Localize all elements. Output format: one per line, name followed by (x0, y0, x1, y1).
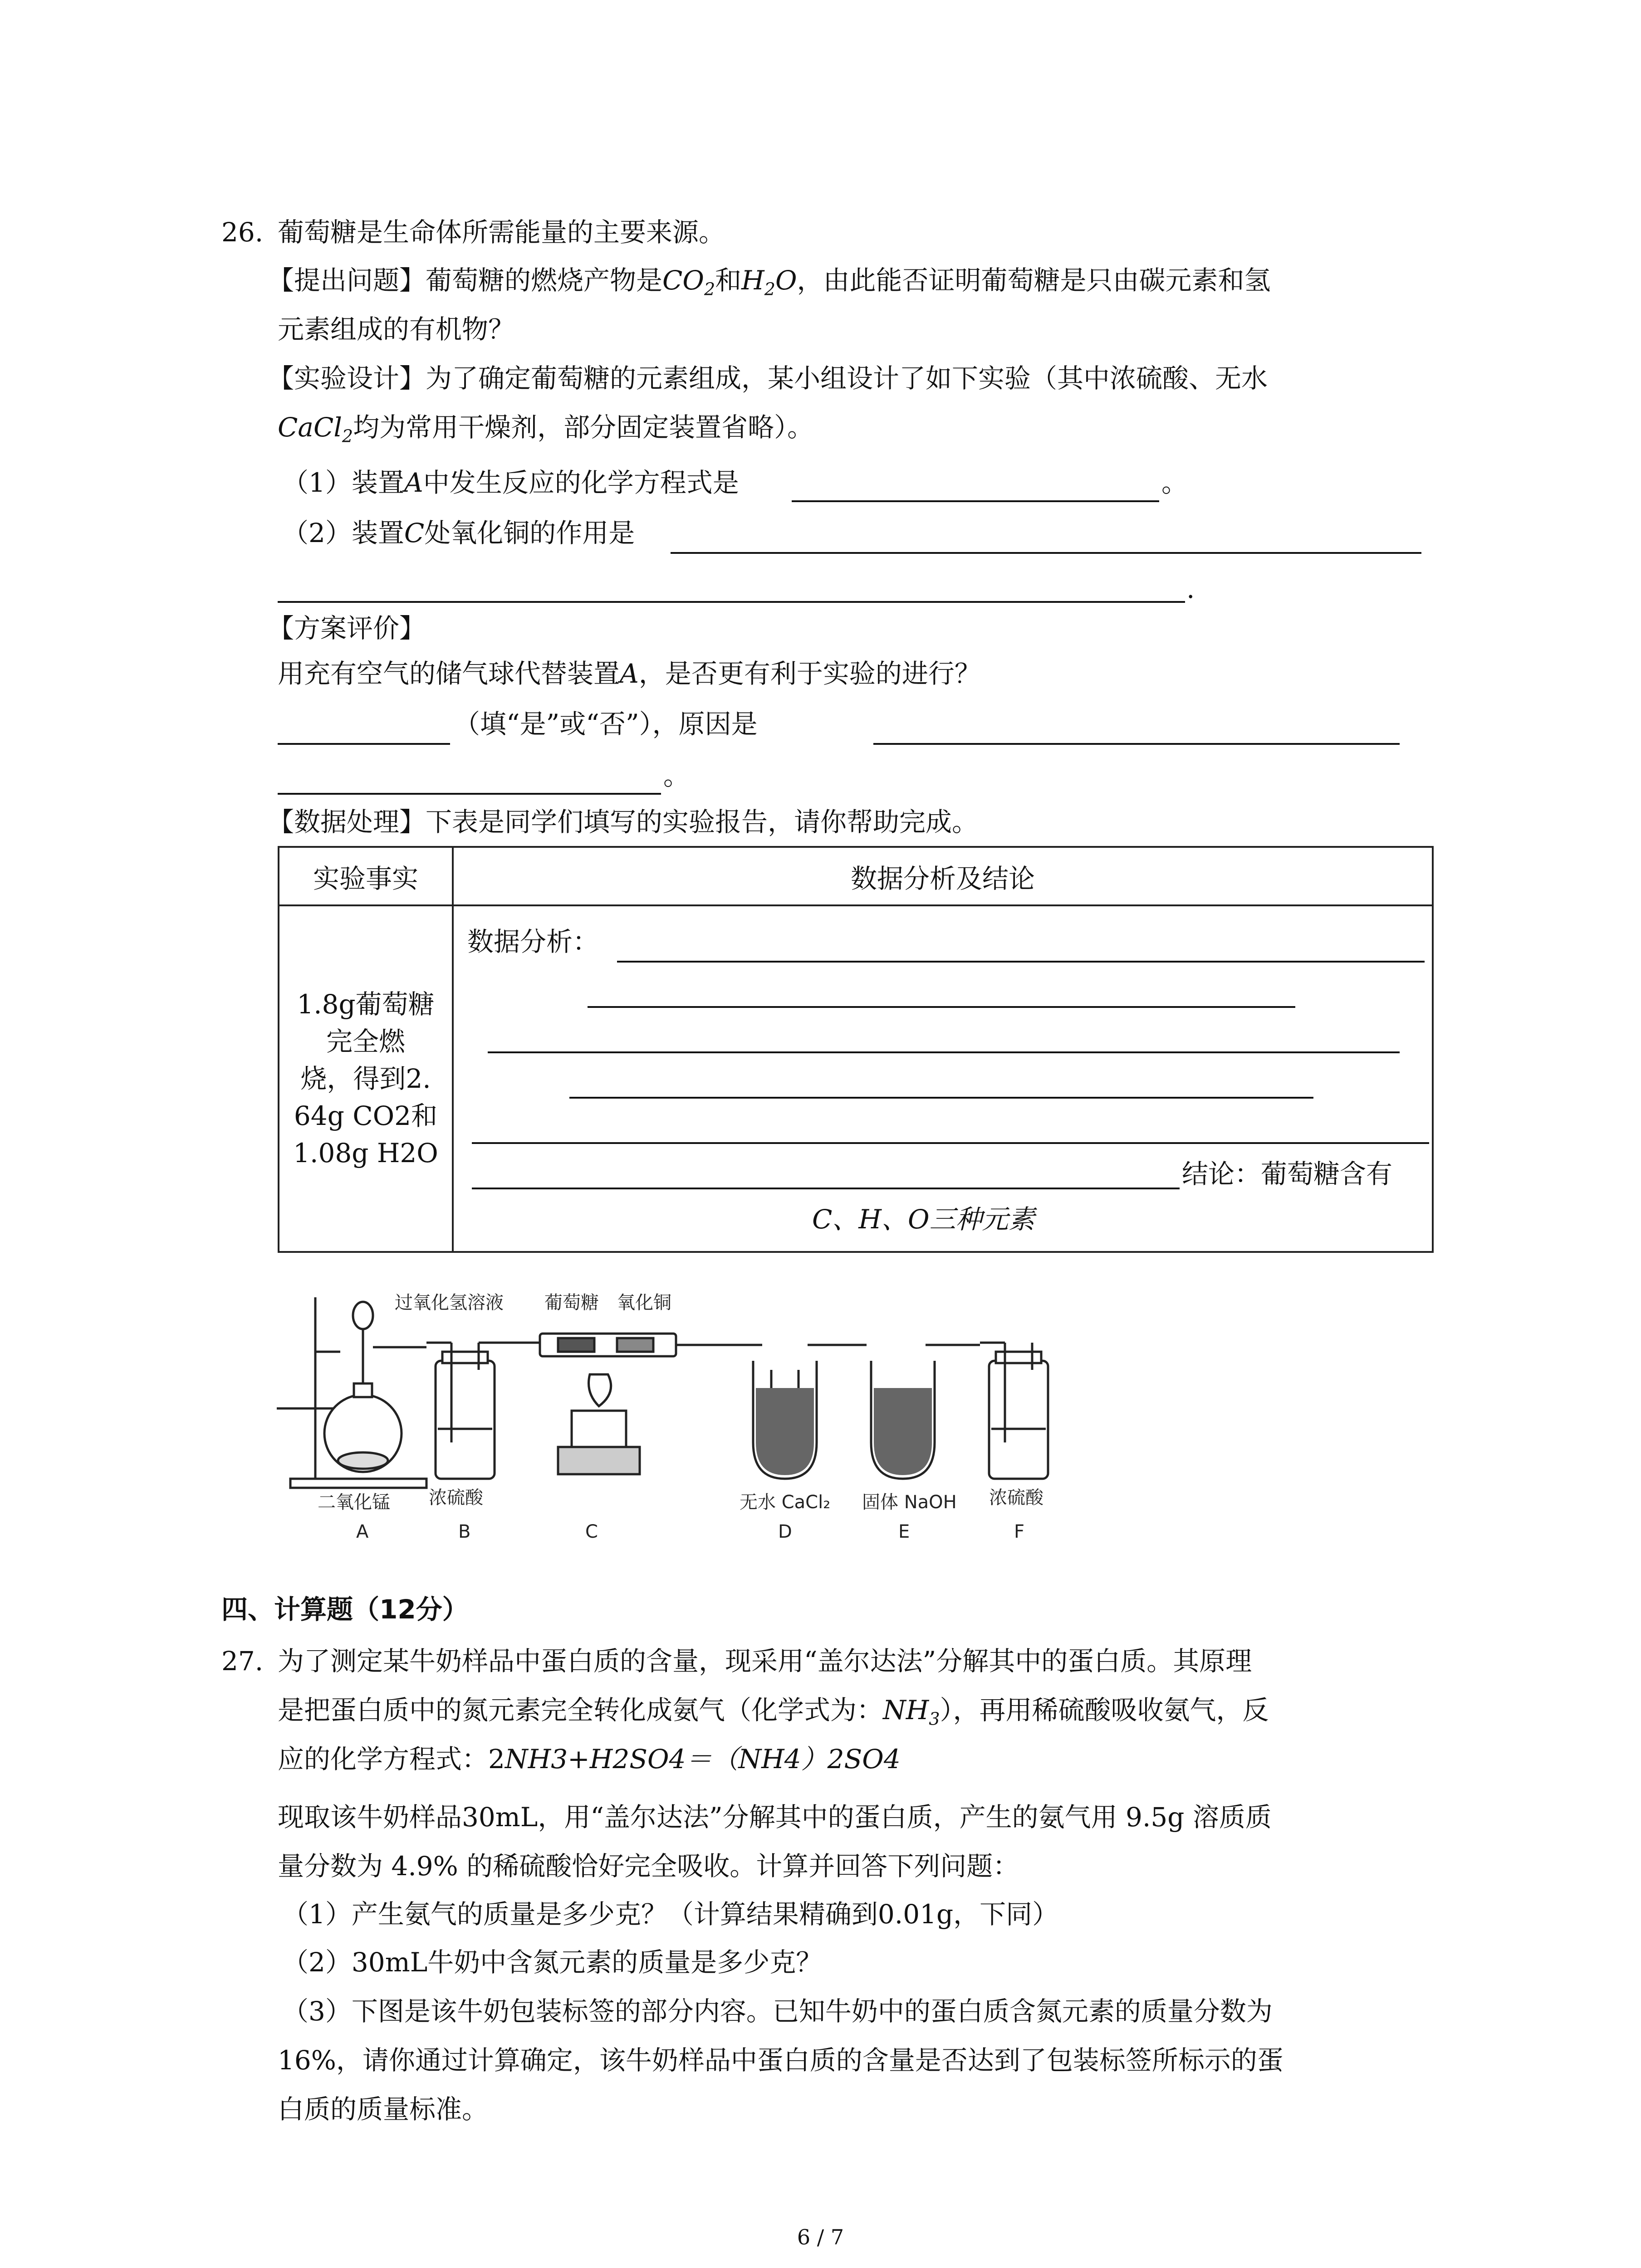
q27-line2-a: 是把蛋白质中的氮元素完全转化成氨气（化学式为： (278, 1695, 883, 1725)
bottle-b (426, 1343, 540, 1479)
analysis-blank-3[interactable] (488, 1051, 1400, 1053)
q27-part3-c: 白质的质量标准。 (278, 2094, 489, 2125)
q27-line1: 为了测定某牛奶样品中蛋白质的含量，现采用“盖尔达法”分解其中的蛋白质。其原理 (278, 1646, 1252, 1677)
flask-a (324, 1302, 426, 1472)
q27-line2 (278, 1692, 1269, 1737)
sub2-letter: C (404, 518, 425, 548)
label-cuo: 氧化铜 (617, 1292, 671, 1313)
q27-line3 (278, 1741, 901, 1777)
sub2-end: . (1186, 573, 1195, 604)
letter-a: A (356, 1521, 369, 1542)
co2-formula: $CO_2$ (662, 265, 715, 299)
fact-line: 64g CO2和 (294, 1100, 438, 1131)
q27-line5: 量分数为 4.9% 的稀硫酸恰好完全吸收。计算并回答下列问题： (278, 1851, 1019, 1882)
fact-line: 完全燃 (326, 1026, 405, 1057)
eval-reason-blank-2[interactable] (278, 793, 661, 795)
analysis-blank-5[interactable] (472, 1142, 1429, 1144)
fact-line: 烧，得到2. (300, 1063, 431, 1094)
analysis-blank-6[interactable] (472, 1188, 1180, 1189)
bottle-f (980, 1343, 1048, 1479)
utube-e (871, 1345, 980, 1479)
q26-sub1 (282, 464, 739, 501)
table-analysis-cell (453, 905, 1433, 1252)
sub2-prefix: （2）装置 (282, 518, 404, 548)
q27-line3-a: 应的化学方程式：2 (278, 1744, 505, 1774)
label-glucose: 葡萄糖 (544, 1292, 599, 1313)
and-word: 和 (715, 265, 742, 296)
letter-e: E (898, 1521, 910, 1542)
q26-eval-tag: 【方案评价】 (268, 613, 426, 644)
q26-problem-line2: 元素组成的有机物？ (278, 314, 515, 345)
sub2-answer-blank-1[interactable] (671, 552, 1421, 554)
page-number: 6 / 7 (797, 2225, 844, 2249)
q26-intro: 葡萄糖是生命体所需能量的主要来源。 (278, 217, 725, 248)
apparatus-figure (272, 1279, 1089, 1547)
q26-number: 26. (221, 217, 264, 248)
q27-line4: 现取该牛奶样品30mL，用“盖尔达法”分解其中的蛋白质，产生的氨气用 9.5g 溶质质 (278, 1802, 1272, 1833)
label-mno2: 二氧化锰 (318, 1492, 390, 1513)
table-header-analysis: 数据分析及结论 (453, 847, 1433, 905)
h2o-formula: $H_2O$ (741, 265, 797, 299)
q27-number: 27. (221, 1646, 264, 1677)
table-header-facts: 实验事实 (279, 847, 453, 905)
data-text: 下表是同学们填写的实验报告，请你帮助完成。 (426, 807, 979, 837)
label-cacl2: 无水 CaCl₂ (740, 1492, 831, 1513)
label-naoh: 固体 NaOH (862, 1492, 957, 1513)
q26-design-line1 (268, 360, 1268, 396)
q26-data-line (268, 804, 978, 840)
q26-eval-question (278, 655, 981, 692)
letter-c: C (585, 1521, 598, 1542)
experiment-report-table (278, 846, 1434, 1253)
utube-d (749, 1345, 867, 1479)
design-text: 为了确定葡萄糖的元素组成，某小组设计了如下实验（其中浓硫酸、无水 (426, 363, 1268, 394)
eval-reason-blank-1[interactable] (873, 743, 1400, 745)
nh3-formula: $NH_3$ (883, 1695, 940, 1729)
eval-yesno-blank[interactable] (278, 743, 450, 745)
analysis-blank-1[interactable] (617, 961, 1425, 963)
q27-part3-a: （3）下图是该牛奶包装标签的部分内容。已知牛奶中的蛋白质含氮元素的质量分数为 (282, 1996, 1273, 2027)
eval-text-b: ，是否更有利于实验的进行？ (638, 658, 981, 689)
problem-text-b: ，由此能否证明葡萄糖是只由碳元素和氢 (797, 265, 1271, 296)
sub1-letter: A (404, 467, 423, 498)
data-tag: 【数据处理】 (268, 807, 426, 837)
design-text2: 均为常用干燥剂，部分固定装置省略）。 (353, 412, 814, 443)
analysis-label: 数据分析： (467, 926, 599, 957)
q27-line2-b: ），再用稀硫酸吸收氨气，反 (940, 1695, 1269, 1725)
sub2-text: 处氧化铜的作用是 (424, 518, 635, 548)
label-h2so4-b: 浓硫酸 (429, 1487, 483, 1508)
label-h2o2: 过氧化氢溶液 (395, 1292, 504, 1313)
fact-line: 1.08g H2O (293, 1138, 438, 1168)
table-fact-cell (279, 905, 453, 1252)
q27-part1: （1）产生氨气的质量是多少克？（计算结果精确到0.01g，下同） (282, 1899, 1059, 1930)
conclusion-b: C、H、O三种元素 (812, 1204, 1035, 1235)
letter-f: F (1014, 1521, 1025, 1542)
sub1-text: 中发生反应的化学方程式是 (423, 467, 739, 498)
eval-text-a: 用充有空气的储气球代替装置 (278, 658, 620, 689)
cacl2-formula: CaCl$_2$ (278, 412, 353, 446)
problem-text-a: 葡萄糖的燃烧产物是 (426, 265, 663, 296)
design-tag: 【实验设计】 (268, 363, 426, 394)
q26-sub2 (282, 515, 635, 551)
analysis-blank-2[interactable] (588, 1006, 1295, 1008)
problem-tag: 【提出问题】 (268, 265, 426, 296)
fact-line: 1.8g葡萄糖 (297, 989, 435, 1020)
sub1-prefix: （1）装置 (282, 467, 404, 498)
sub2-answer-blank-2[interactable] (278, 601, 1185, 603)
letter-d: D (778, 1521, 792, 1542)
analysis-blank-4[interactable] (569, 1097, 1313, 1099)
q27-part3-b: 16%，请你通过计算确定，该牛奶样品中蛋白质的含量是否达到了包装标签所标示的蛋 (278, 2045, 1283, 2076)
q26-problem-line1 (268, 262, 1271, 308)
eval-fill-text: （填“是”或“否”），原因是 (454, 709, 758, 739)
eval-letter: A (620, 658, 639, 689)
label-h2so4-f: 浓硫酸 (989, 1487, 1043, 1508)
q27-part2: （2）30mL牛奶中含氮元素的质量是多少克？ (282, 1947, 823, 1978)
eval-end: 。 (663, 760, 690, 791)
letter-b: B (458, 1521, 471, 1542)
reaction-equation: NH3+H2SO4＝（NH4）2SO4 (505, 1744, 901, 1774)
section4-title: 四、计算题（12分） (221, 1594, 469, 1625)
sub1-end: 。 (1161, 467, 1188, 498)
conclusion-a: 结论：葡萄糖含有 (1182, 1158, 1393, 1189)
sub1-answer-blank[interactable] (792, 500, 1159, 502)
q26-design-line2 (278, 409, 813, 455)
tube-c (540, 1334, 749, 1474)
